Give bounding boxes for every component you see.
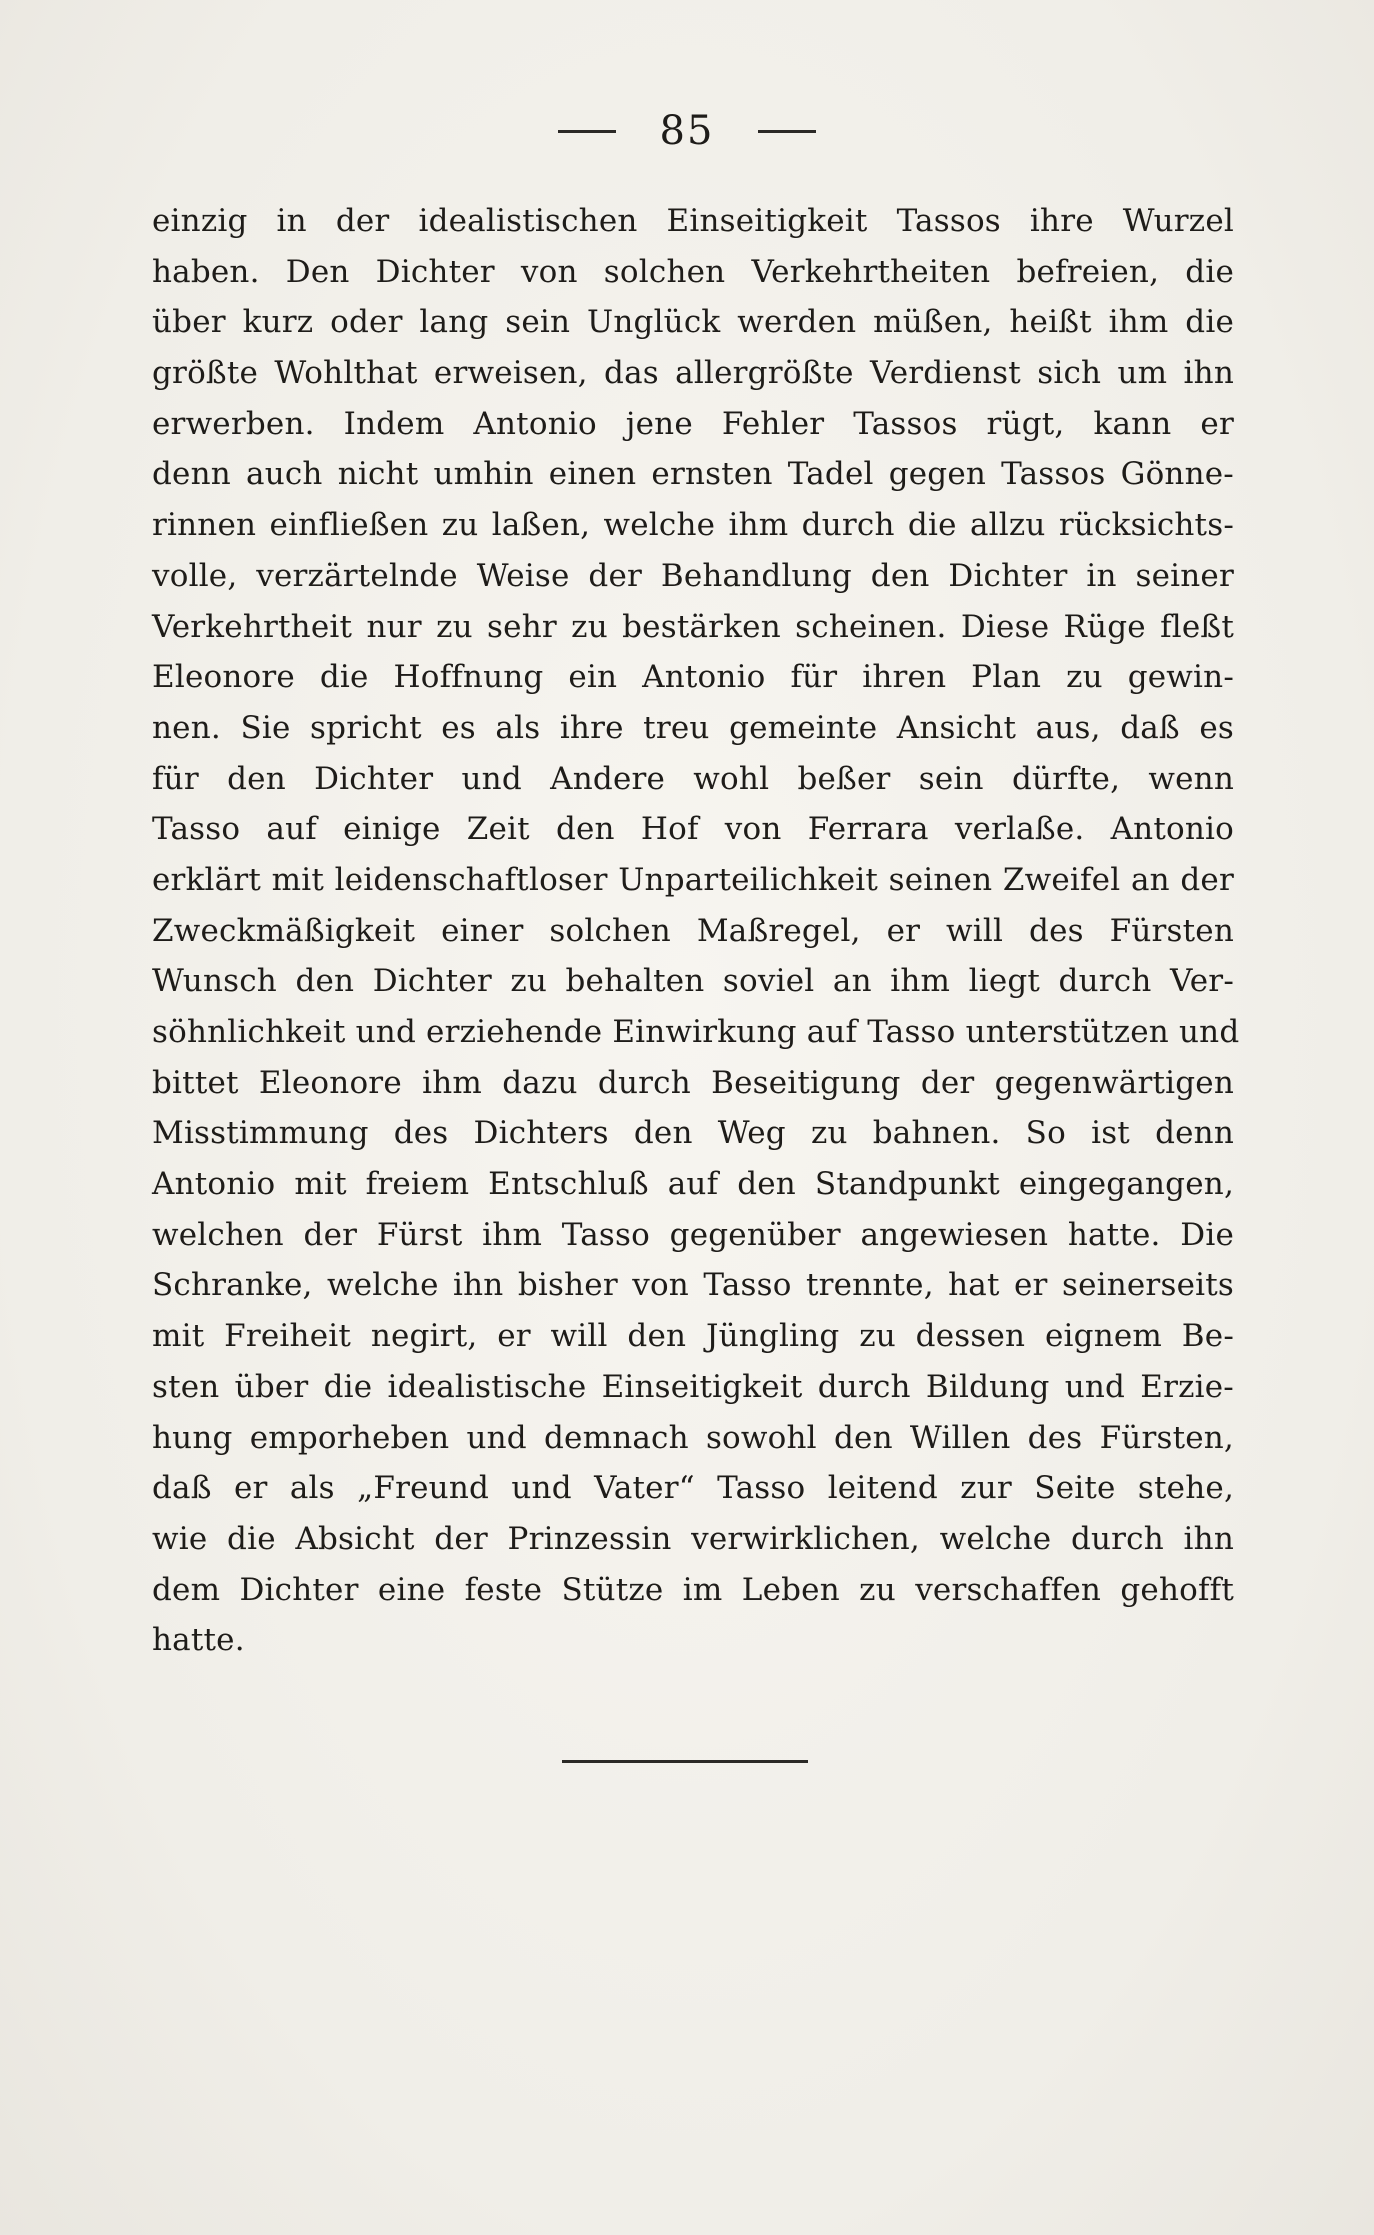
text-line: nen. Sie spricht es als ihre treu gemeinte Ansicht aus, daß es xyxy=(152,709,1234,746)
text-line: Wunsch den Dichter zu behalten soviel an ihm liegt durch Ver- xyxy=(152,963,1234,1000)
text-line: Misstimmung des Dichters den Weg zu bahnen. So ist denn xyxy=(152,1115,1234,1152)
text-line: Zweckmäßigkeit einer solchen Maßregel, er will des Fürsten xyxy=(152,912,1234,949)
text-line: dem Dichter eine feste Stütze im Leben zu verschaffen gehofft xyxy=(152,1571,1234,1608)
page-header xyxy=(0,108,1374,154)
footnote-separator-rule xyxy=(562,1760,808,1763)
text-line: erwerben. Indem Antonio jene Fehler Tassos rügt, kann er xyxy=(152,405,1234,442)
text-line: daß er als „Freund und Vater“ Tasso leitend zur Seite stehe, xyxy=(152,1470,1234,1507)
page-number: 85 xyxy=(659,108,715,154)
text-line: wie die Absicht der Prinzessin verwirklichen, welche durch ihn xyxy=(152,1520,1234,1557)
text-line: hatte. xyxy=(152,1622,245,1659)
text-line: Antonio mit freiem Entschluß auf den Standpunkt eingegangen, xyxy=(152,1166,1234,1203)
text-line: erklärt mit leidenschaftloser Unparteilichkeit seinen Zweifel an der xyxy=(152,861,1234,898)
text-line: größte Wohlthat erweisen, das allergrößte Verdienst sich um ihn xyxy=(152,355,1234,392)
header-dash-left xyxy=(558,130,616,133)
header-dash-right xyxy=(758,130,816,133)
text-line: bittet Eleonore ihm dazu durch Beseitigung der gegenwärtigen xyxy=(152,1064,1234,1101)
text-line: Eleonore die Hoffnung ein Antonio für ihren Plan zu gewin- xyxy=(152,659,1234,696)
text-line: sten über die idealistische Einseitigkeit durch Bildung und Erzie- xyxy=(152,1368,1234,1405)
text-line: für den Dichter und Andere wohl beßer sein dürfte, wenn xyxy=(152,760,1234,797)
text-line: welchen der Fürst ihm Tasso gegenüber angewiesen hatte. Die xyxy=(152,1216,1234,1253)
text-line: denn auch nicht umhin einen ernsten Tadel gegen Tassos Gönne- xyxy=(152,456,1234,493)
text-line: einzig in der idealistischen Einseitigkeit Tassos ihre Wurzel xyxy=(152,203,1234,239)
text-line: rinnen einfließen zu laßen, welche ihm durch die allzu rücksichts- xyxy=(152,507,1234,544)
text-line: Tasso auf einige Zeit den Hof von Ferrara verlaße. Antonio xyxy=(152,811,1234,848)
text-line: hung emporheben und demnach sowohl den Willen des Fürsten, xyxy=(152,1419,1234,1456)
text-line: Verkehrtheit nur zu sehr zu bestärken scheinen. Diese Rüge fleßt xyxy=(152,608,1234,645)
text-line: über kurz oder lang sein Unglück werden müßen, heißt ihm die xyxy=(152,304,1234,341)
text-line: mit Freiheit negirt, er will den Jüngling zu dessen eignem Be- xyxy=(152,1318,1234,1355)
text-line: Schranke, welche ihn bisher von Tasso trennte, hat er seinerseits xyxy=(152,1267,1234,1304)
text-line: söhnlichkeit und erziehende Einwirkung auf Tasso unterstützen und xyxy=(152,1014,1240,1050)
text-line: volle, verzärtelnde Weise der Behandlung den Dichter in seiner xyxy=(152,557,1234,594)
body-paragraph xyxy=(152,196,1240,1666)
text-line: haben. Den Dichter von solchen Verkehrtheiten befreien, die xyxy=(152,253,1234,290)
